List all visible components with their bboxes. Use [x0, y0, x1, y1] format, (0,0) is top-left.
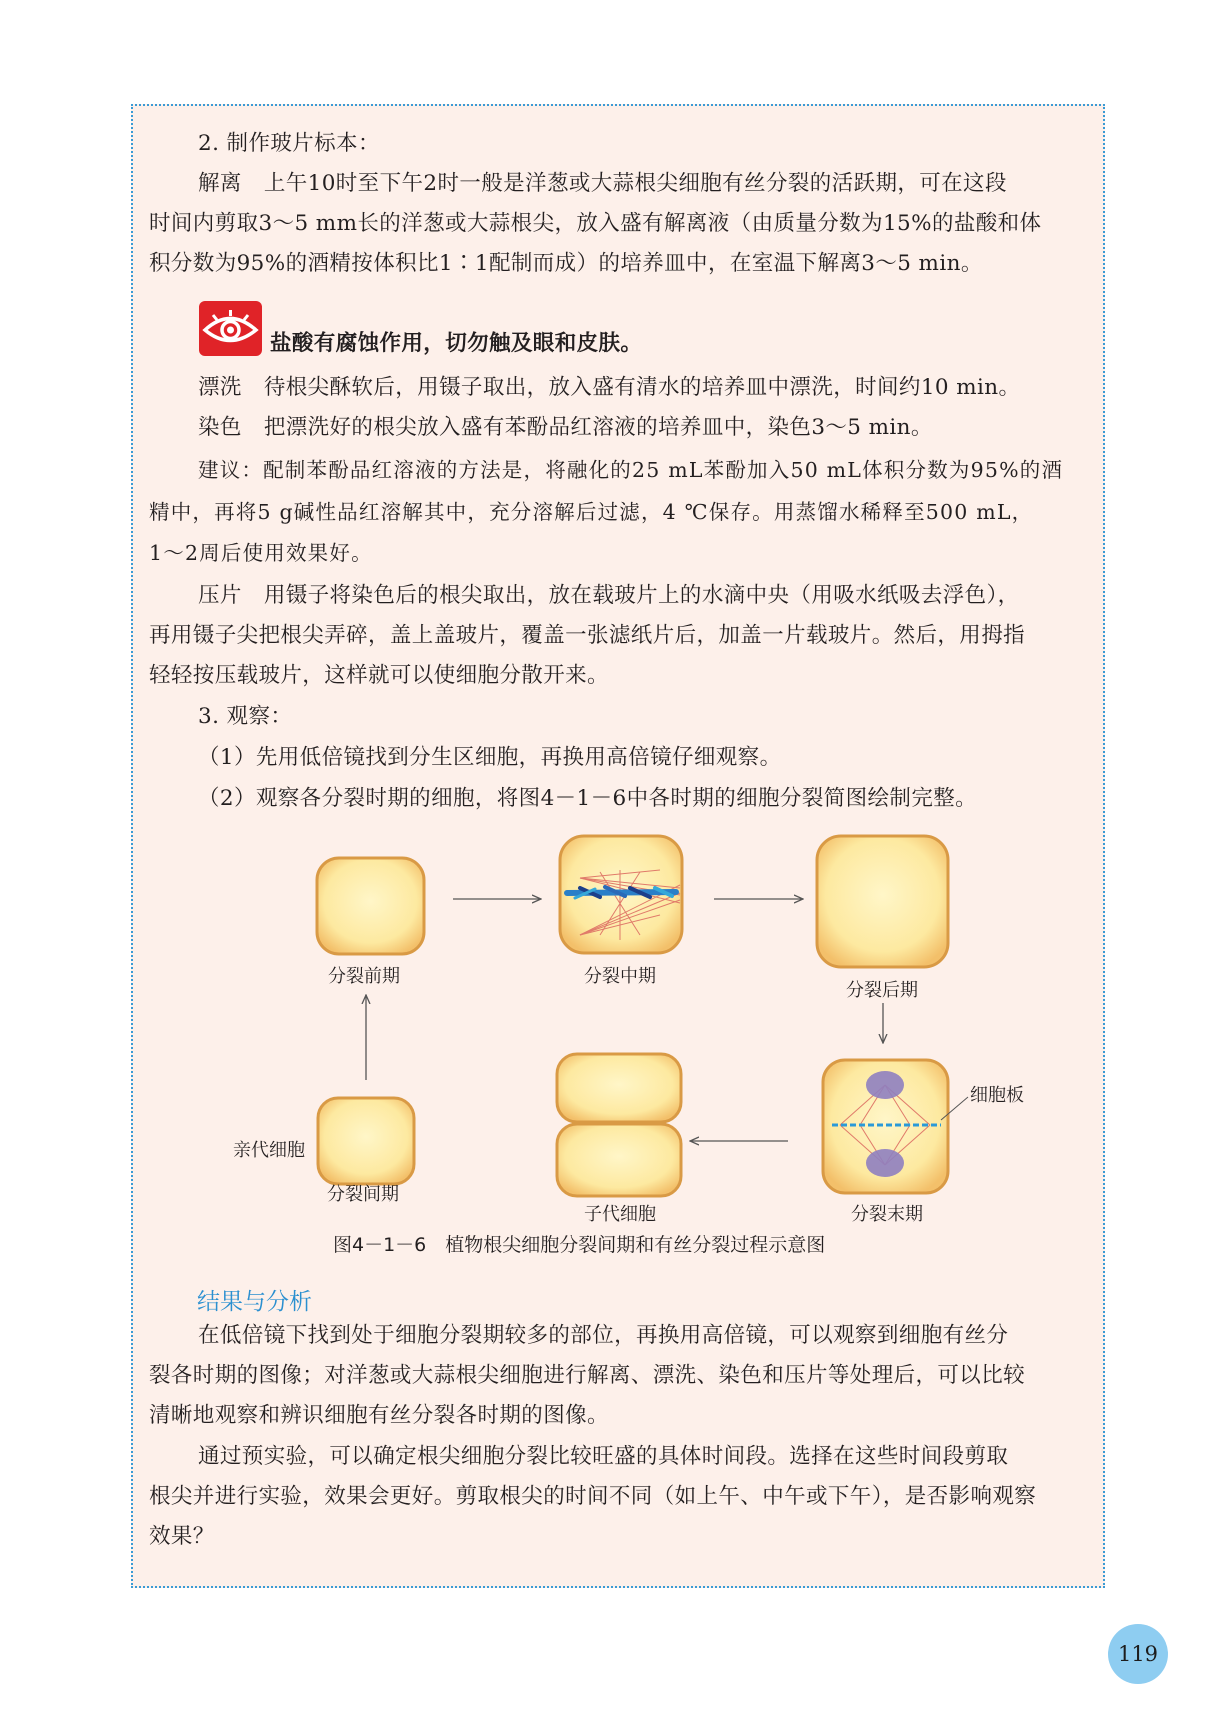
dissociation-paragraph: 解离 上午10时至下午2时一般是洋葱或大蒜根尖细胞有丝分裂的活跃期，可在这段	[198, 171, 1007, 196]
results-p2-line-3: 效果？	[149, 1524, 215, 1549]
observe-item-1: （1）先用低倍镜找到分生区细胞，再换用高倍镜仔细观察。	[198, 745, 782, 770]
page-number: 119	[1108, 1624, 1168, 1684]
prophase-label: 分裂前期	[328, 966, 400, 987]
stain-keyword: 染色	[198, 415, 242, 440]
observe-item-2: （2）观察各分裂时期的细胞，将图4－1－6中各时期的细胞分裂简图绘制完整。	[198, 786, 978, 811]
telophase-label: 分裂末期	[851, 1204, 923, 1225]
daughter-cells-label: 子代细胞	[584, 1204, 656, 1225]
suggestion-line-1: 建议：配制苯酚品红溶液的方法是，将融化的25 mL苯酚加入50 mL体积分数为95%的酒	[198, 458, 1064, 482]
section-2-heading: 2. 制作玻片标本：	[198, 131, 380, 156]
dissociation-line-2: 时间内剪取3～5 mm长的洋葱或大蒜根尖，放入盛有解离液（由质量分数为15%的盐酸和体	[149, 211, 1042, 236]
parent-cell-label: 亲代细胞	[233, 1140, 305, 1161]
results-p1-line-3: 清晰地观察和辨识细胞有丝分裂各时期的图像。	[149, 1403, 609, 1428]
squash-keyword: 压片	[198, 583, 242, 608]
results-p1-line-1: 在低倍镜下找到处于细胞分裂期较多的部位，再换用高倍镜，可以观察到细胞有丝分	[198, 1323, 1009, 1348]
suggestion-line-2: 精中，再将5 g碱性品红溶解其中，充分溶解后过滤，4 ℃保存。用蒸馏水稀释至500 mL，	[149, 500, 1034, 524]
suggestion-line-3: 1～2周后使用效果好。	[149, 541, 373, 565]
squash-line-2: 再用镊子尖把根尖弄碎，盖上盖玻片，覆盖一张滤纸片后，加盖一片载玻片。然后，用拇指	[149, 623, 1026, 648]
squash-paragraph: 压片 用镊子将染色后的根尖取出，放在载玻片上的水滴中央（用吸水纸吸去浮色），	[198, 583, 1020, 608]
cell-plate-label: 细胞板	[970, 1085, 1024, 1106]
rinse-keyword: 漂洗	[198, 375, 242, 400]
interphase-label: 分裂间期	[327, 1184, 399, 1205]
results-p1-line-2: 裂各时期的图像；对洋葱或大蒜根尖细胞进行解离、漂洗、染色和压片等处理后，可以比较	[149, 1363, 1026, 1388]
safety-warning: 盐酸有腐蚀作用，切勿触及眼和皮肤。	[270, 331, 643, 356]
results-p2-line-1: 通过预实验，可以确定根尖细胞分裂比较旺盛的具体时间段。选择在这些时间段剪取	[198, 1444, 1009, 1469]
eye-warning-icon	[199, 301, 262, 356]
metaphase-label: 分裂中期	[584, 966, 656, 987]
anaphase-label: 分裂后期	[846, 980, 918, 1001]
rinse-paragraph: 漂洗 待根尖酥软后，用镊子取出，放入盛有清水的培养皿中漂洗，时间约10 min。	[198, 375, 1021, 400]
stain-paragraph: 染色 把漂洗好的根尖放入盛有苯酚品红溶液的培养皿中，染色3～5 min。	[198, 415, 933, 440]
dissociation-keyword: 解离	[198, 171, 242, 196]
results-p2-line-2: 根尖并进行实验，效果会更好。剪取根尖的时间不同（如上午、中午或下午），是否影响观察	[149, 1484, 1037, 1509]
figure-caption: 图4－1－6 植物根尖细胞分裂间期和有丝分裂过程示意图	[333, 1234, 826, 1256]
results-heading: 结果与分析	[197, 1289, 312, 1315]
dissociation-line-3: 积分数为95%的酒精按体积比1∶1配制而成）的培养皿中，在室温下解离3～5 min。	[149, 251, 983, 276]
section-3-heading: 3. 观察：	[198, 704, 293, 729]
squash-line-3: 轻轻按压载玻片，这样就可以使细胞分散开来。	[149, 663, 609, 688]
